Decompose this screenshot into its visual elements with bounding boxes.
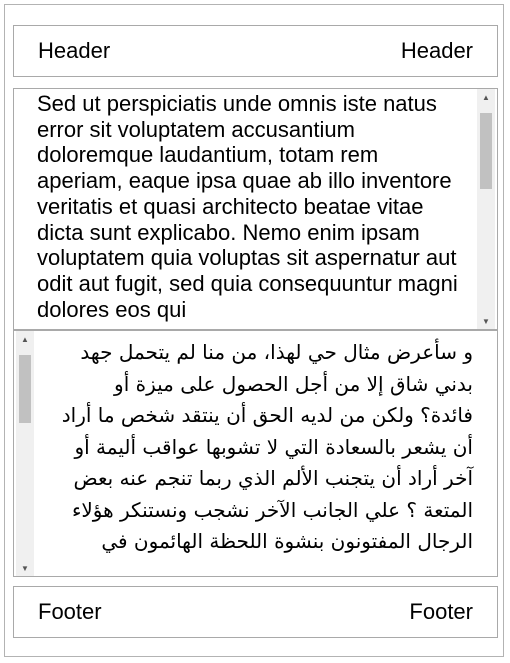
arabic-pane-scrollbar[interactable] xyxy=(16,331,34,576)
latin-text-pane[interactable] xyxy=(13,88,498,330)
scroll-down-arrow-icon[interactable]: ▼ xyxy=(21,563,29,573)
latin-paragraph: Sed ut perspiciatis unde omnis iste natus error sit voluptatem accusantium doloremque laudantium, totam rem aperiam, eaque ipsa quae ab illo inventore veritatis et quasi architecto beatae vitae dicta sunt explicabo. Nemo enim ipsam voluptatem quia voluptas sit aspernatur aut odit aut fugit, sed quia consequuntur magni dolores eos qui xyxy=(37,91,458,322)
footer-bar xyxy=(13,586,498,638)
arabic-paragraph: و سأعرض مثال حي لهذا، من منا لم يتحمل جهد بدني شاق إلا من أجل الحصول على ميزة أو فائدة؟ ولكن من لديه الحق أن ينتقد شخص ما أراد أن يشعر بالسعادة التي لا تشوبها عواقب أليمة أو آخر أراد أن يتجنب الألم الذي ربما تنجم عنه بعض المتعة ؟ علي الجانب الآخر نشجب ونستنكر هؤلاء الرجال المفتونون بنشوة اللحظة الهائمون في xyxy=(61,340,473,553)
scroll-down-arrow-icon[interactable]: ▼ xyxy=(482,316,490,326)
header-bar xyxy=(13,25,498,77)
footer-left-label: Footer xyxy=(38,599,102,624)
header-right-label: Header xyxy=(400,38,473,63)
scroll-up-arrow-icon[interactable]: ▲ xyxy=(482,92,490,102)
scroll-up-arrow-icon[interactable]: ▲ xyxy=(21,334,29,344)
arabic-text-pane[interactable] xyxy=(13,330,498,577)
scrollbar-thumb[interactable] xyxy=(19,355,31,423)
header-left-label: Header xyxy=(38,38,111,63)
footer-right-label: Footer xyxy=(409,599,473,624)
latin-pane-scrollbar[interactable] xyxy=(477,89,495,329)
scrollbar-thumb[interactable] xyxy=(480,113,492,189)
